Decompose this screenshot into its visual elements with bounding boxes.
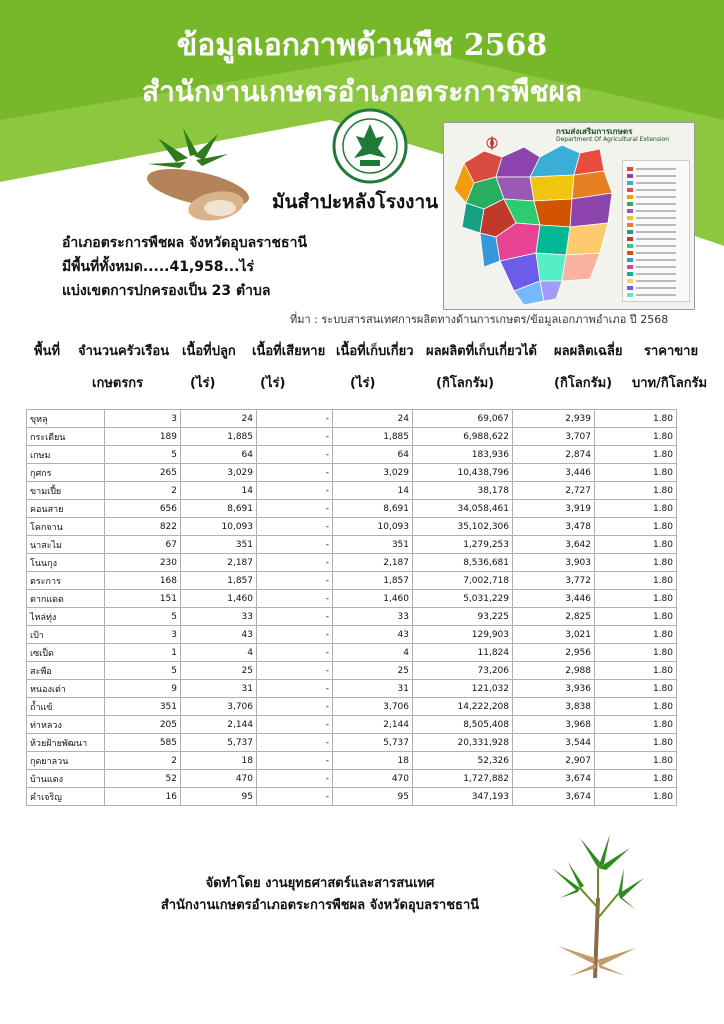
- table-cell: 2,907: [513, 752, 595, 770]
- table-cell: 1.80: [595, 518, 677, 536]
- map-legend: [622, 160, 690, 302]
- table-cell: 5,737: [181, 734, 257, 752]
- table-cell: 3,029: [181, 464, 257, 482]
- table-cell: 183,936: [413, 446, 513, 464]
- subdistrict-name: กุศกร: [27, 464, 105, 482]
- total-area-info: มีพื้นที่ทั้งหมด.....41,958...ไร่: [62, 259, 255, 275]
- col-header-households: จำนวนครัวเรือน: [78, 344, 170, 359]
- data-table: [26, 409, 677, 806]
- table-row: [27, 608, 677, 626]
- subdistrict-name: กระเดียน: [27, 428, 105, 446]
- subdistrict-name: นาสะไม: [27, 536, 105, 554]
- table-cell: 1,857: [181, 572, 257, 590]
- table-cell: -: [257, 428, 333, 446]
- table-cell: -: [257, 482, 333, 500]
- table-cell: 1.80: [595, 698, 677, 716]
- table-cell: 9: [105, 680, 181, 698]
- table-cell: 3,936: [513, 680, 595, 698]
- table-cell: 1,857: [333, 572, 413, 590]
- table-row: [27, 734, 677, 752]
- table-cell: 5,031,229: [413, 590, 513, 608]
- table-row: [27, 698, 677, 716]
- subdistrict-name: สะพือ: [27, 662, 105, 680]
- table-cell: 1,460: [333, 590, 413, 608]
- table-row: [27, 770, 677, 788]
- col-header-avg-yield: ผลผลิตเฉลี่ย: [554, 344, 623, 359]
- table-cell: 3,446: [513, 590, 595, 608]
- table-cell: 14: [333, 482, 413, 500]
- table-cell: 3,021: [513, 626, 595, 644]
- table-cell: 5: [105, 662, 181, 680]
- subdistrict-name: ไหล่ทุ่ง: [27, 608, 105, 626]
- table-cell: 3,838: [513, 698, 595, 716]
- col-header-damaged: เนื้อที่เสียหาย: [252, 344, 326, 359]
- table-cell: 129,903: [413, 626, 513, 644]
- table-cell: 351: [181, 536, 257, 554]
- subdistrict-name: ห้วยฝ้ายพัฒนา: [27, 734, 105, 752]
- table-cell: 20,331,928: [413, 734, 513, 752]
- col-header-area: พื้นที่: [34, 344, 61, 359]
- table-cell: 14,222,208: [413, 698, 513, 716]
- table-cell: 33: [333, 608, 413, 626]
- table-cell: 1.80: [595, 770, 677, 788]
- table-cell: 4: [181, 644, 257, 662]
- table-cell: 3,674: [513, 788, 595, 806]
- table-cell: 31: [333, 680, 413, 698]
- table-cell: 1.80: [595, 482, 677, 500]
- table-cell: -: [257, 734, 333, 752]
- table-cell: 1.80: [595, 716, 677, 734]
- table-row: [27, 788, 677, 806]
- table-cell: 3,706: [181, 698, 257, 716]
- district-info: อำเภอตระการพืชผล จังหวัดอุบลราชธานี: [62, 235, 308, 251]
- table-cell: 1,885: [333, 428, 413, 446]
- table-cell: 5,737: [333, 734, 413, 752]
- table-cell: 5: [105, 446, 181, 464]
- subdistrict-name: โนนกุง: [27, 554, 105, 572]
- table-cell: 1.80: [595, 536, 677, 554]
- col-unit-harvested: (ไร่): [350, 376, 376, 391]
- table-cell: 1.80: [595, 410, 677, 428]
- col-header-yield: ผลผลิตที่เก็บเกี่ยวได้: [426, 344, 537, 359]
- col-header-planted: เนื้อที่ปลูก: [182, 344, 236, 359]
- table-row: [27, 536, 677, 554]
- table-cell: 1,885: [181, 428, 257, 446]
- col-unit-planted: (ไร่): [190, 376, 216, 391]
- table-row: [27, 716, 677, 734]
- cassava-plant-icon: [540, 828, 650, 978]
- table-cell: 95: [181, 788, 257, 806]
- table-row: [27, 410, 677, 428]
- table-row: [27, 554, 677, 572]
- table-cell: 35,102,306: [413, 518, 513, 536]
- table-cell: 1.80: [595, 446, 677, 464]
- table-cell: 230: [105, 554, 181, 572]
- map-legend-swatches: [623, 161, 689, 301]
- subdistrict-name: ขามเปี้ย: [27, 482, 105, 500]
- table-cell: 38,178: [413, 482, 513, 500]
- table-cell: 189: [105, 428, 181, 446]
- table-cell: 10,093: [333, 518, 413, 536]
- table-cell: -: [257, 626, 333, 644]
- subdistrict-name: ท่าหลวง: [27, 716, 105, 734]
- table-cell: 73,206: [413, 662, 513, 680]
- table-cell: 1,279,253: [413, 536, 513, 554]
- table-cell: 43: [181, 626, 257, 644]
- col-unit-damaged: (ไร่): [260, 376, 286, 391]
- table-cell: 1,727,882: [413, 770, 513, 788]
- table-row: [27, 590, 677, 608]
- map-department-header: [556, 128, 688, 156]
- table-cell: 1.80: [595, 500, 677, 518]
- table-cell: -: [257, 662, 333, 680]
- table-cell: -: [257, 500, 333, 518]
- subdistrict-name: โคกจาน: [27, 518, 105, 536]
- table-cell: 1.80: [595, 788, 677, 806]
- table-cell: 2,187: [181, 554, 257, 572]
- table-cell: 33: [181, 608, 257, 626]
- table-cell: 3,772: [513, 572, 595, 590]
- table-cell: 3,446: [513, 464, 595, 482]
- table-cell: 25: [333, 662, 413, 680]
- table-cell: 656: [105, 500, 181, 518]
- table-cell: -: [257, 680, 333, 698]
- table-cell: 351: [105, 698, 181, 716]
- table-row: [27, 662, 677, 680]
- table-cell: -: [257, 608, 333, 626]
- table-cell: -: [257, 518, 333, 536]
- table-cell: 2,956: [513, 644, 595, 662]
- table-cell: 8,691: [181, 500, 257, 518]
- table-cell: 3,544: [513, 734, 595, 752]
- table-cell: 585: [105, 734, 181, 752]
- table-cell: 822: [105, 518, 181, 536]
- table-cell: 3: [105, 410, 181, 428]
- table-cell: 1.80: [595, 428, 677, 446]
- page-title: ข้อมูลเอกภาพด้านพืช 2568: [176, 28, 548, 63]
- department-name-th: กรมส่งเสริมการเกษตร: [556, 127, 633, 136]
- table-cell: 2: [105, 752, 181, 770]
- table-row: [27, 572, 677, 590]
- table-cell: 8,536,681: [413, 554, 513, 572]
- table-cell: 1,460: [181, 590, 257, 608]
- subdistrict-name: บ้านแดง: [27, 770, 105, 788]
- table-cell: -: [257, 716, 333, 734]
- page-subtitle: สำนักงานเกษตรอำเภอตระการพืชผล: [141, 75, 583, 108]
- table-cell: 67: [105, 536, 181, 554]
- table-cell: 351: [333, 536, 413, 554]
- table-cell: 2,988: [513, 662, 595, 680]
- table-cell: 18: [333, 752, 413, 770]
- table-cell: 6,988,622: [413, 428, 513, 446]
- table-cell: -: [257, 572, 333, 590]
- col-header-harvested: เนื้อที่เก็บเกี่ยว: [336, 344, 414, 359]
- table-cell: 69,067: [413, 410, 513, 428]
- table-cell: 5: [105, 608, 181, 626]
- subdistrict-name: เป้า: [27, 626, 105, 644]
- table-cell: -: [257, 536, 333, 554]
- table-cell: 470: [333, 770, 413, 788]
- subdistrict-name: คำเจริญ: [27, 788, 105, 806]
- table-cell: 1.80: [595, 680, 677, 698]
- subdistrict-name: หนองเต่า: [27, 680, 105, 698]
- table-cell: 8,691: [333, 500, 413, 518]
- table-row: [27, 626, 677, 644]
- table-cell: 1.80: [595, 662, 677, 680]
- subdistrict-name: เกษม: [27, 446, 105, 464]
- table-cell: 2,874: [513, 446, 595, 464]
- footer-prepared-by: จัดทำโดย งานยุทธศาสตร์และสารสนเทศ: [205, 876, 435, 891]
- subdistrict-name: ถ้ำแข้: [27, 698, 105, 716]
- data-source: ที่มา : ระบบสารสนเทศการผลิตทางด้านการเกษตร/ข้อมูลเอกภาพอำเภอ ปี 2568: [290, 313, 669, 326]
- table-cell: 16: [105, 788, 181, 806]
- table-cell: -: [257, 698, 333, 716]
- table-cell: -: [257, 590, 333, 608]
- footer-office: สำนักงานเกษตรอำเภอตระการพืชผล จังหวัดอุบลราชธานี: [160, 898, 480, 913]
- table-cell: 3,919: [513, 500, 595, 518]
- table-cell: 34,058,461: [413, 500, 513, 518]
- table-cell: 1: [105, 644, 181, 662]
- table-cell: 1.80: [595, 644, 677, 662]
- table-row: [27, 482, 677, 500]
- table-cell: 3,674: [513, 770, 595, 788]
- table-cell: 168: [105, 572, 181, 590]
- table-cell: -: [257, 752, 333, 770]
- table-cell: 64: [181, 446, 257, 464]
- col-unit-yield: (กิโลกรัม): [436, 376, 495, 391]
- table-cell: 4: [333, 644, 413, 662]
- table-cell: 2,727: [513, 482, 595, 500]
- table-cell: 3,707: [513, 428, 595, 446]
- department-name-en: Department Of Agricultural Extension: [556, 136, 670, 143]
- table-cell: 265: [105, 464, 181, 482]
- table-cell: 205: [105, 716, 181, 734]
- table-cell: 1.80: [595, 554, 677, 572]
- table-cell: 52: [105, 770, 181, 788]
- table-row: [27, 500, 677, 518]
- table-cell: 14: [181, 482, 257, 500]
- col-unit-avg-yield: (กิโลกรัม): [554, 376, 613, 391]
- table-cell: 3,968: [513, 716, 595, 734]
- table-cell: 52,326: [413, 752, 513, 770]
- subdistrict-name: กุดยาลวน: [27, 752, 105, 770]
- table-cell: 347,193: [413, 788, 513, 806]
- col-header-price: ราคาขาย: [644, 344, 699, 359]
- table-cell: -: [257, 446, 333, 464]
- product-name: มันสำปะหลังโรงงาน: [272, 191, 439, 213]
- table-row: [27, 518, 677, 536]
- subdistrict-info: แบ่งเขตการปกครองเป็น 23 ตำบล: [62, 283, 271, 299]
- table-cell: 10,438,796: [413, 464, 513, 482]
- table-cell: 2,144: [181, 716, 257, 734]
- table-cell: 95: [333, 788, 413, 806]
- table-cell: 1.80: [595, 590, 677, 608]
- table-cell: 31: [181, 680, 257, 698]
- table-cell: 1.80: [595, 572, 677, 590]
- table-cell: -: [257, 410, 333, 428]
- table-row: [27, 446, 677, 464]
- table-cell: -: [257, 554, 333, 572]
- table-cell: 8,505,408: [413, 716, 513, 734]
- table-cell: -: [257, 644, 333, 662]
- subdistrict-name: ขุหลุ: [27, 410, 105, 428]
- table-cell: -: [257, 464, 333, 482]
- table-row: [27, 752, 677, 770]
- table-row: [27, 428, 677, 446]
- table-row: [27, 464, 677, 482]
- subdistrict-name: คอนสาย: [27, 500, 105, 518]
- table-cell: 25: [181, 662, 257, 680]
- col-unit-price: บาท/กิโลกรัม: [632, 376, 708, 391]
- table-cell: 3,706: [333, 698, 413, 716]
- table-cell: 10,093: [181, 518, 257, 536]
- table-cell: 64: [333, 446, 413, 464]
- table-cell: 3: [105, 626, 181, 644]
- table-cell: 24: [333, 410, 413, 428]
- table-cell: 1.80: [595, 752, 677, 770]
- subdistrict-name: ตระการ: [27, 572, 105, 590]
- table-cell: 11,824: [413, 644, 513, 662]
- table-cell: 1.80: [595, 734, 677, 752]
- subdistrict-name: ตากแดด: [27, 590, 105, 608]
- table-cell: 470: [181, 770, 257, 788]
- table-cell: 151: [105, 590, 181, 608]
- table-cell: 3,642: [513, 536, 595, 554]
- table-cell: 3,478: [513, 518, 595, 536]
- data-table-body: [27, 410, 677, 806]
- cassava-root-icon: [128, 128, 258, 228]
- table-cell: 18: [181, 752, 257, 770]
- table-cell: 1.80: [595, 626, 677, 644]
- table-cell: 2: [105, 482, 181, 500]
- table-cell: 121,032: [413, 680, 513, 698]
- table-cell: 3,029: [333, 464, 413, 482]
- table-cell: 2,939: [513, 410, 595, 428]
- table-cell: 93,225: [413, 608, 513, 626]
- subdistrict-name: เซเป็ด: [27, 644, 105, 662]
- table-cell: 2,144: [333, 716, 413, 734]
- table-cell: 1.80: [595, 608, 677, 626]
- table-cell: 2,187: [333, 554, 413, 572]
- table-cell: 3,903: [513, 554, 595, 572]
- table-cell: 1.80: [595, 464, 677, 482]
- table-cell: -: [257, 770, 333, 788]
- table-cell: -: [257, 788, 333, 806]
- col-subheader-households: เกษตรกร: [92, 376, 144, 391]
- table-cell: 2,825: [513, 608, 595, 626]
- table-row: [27, 644, 677, 662]
- table-cell: 43: [333, 626, 413, 644]
- department-seal-icon: [332, 108, 408, 184]
- table-cell: 7,002,718: [413, 572, 513, 590]
- table-cell: 24: [181, 410, 257, 428]
- table-row: [27, 680, 677, 698]
